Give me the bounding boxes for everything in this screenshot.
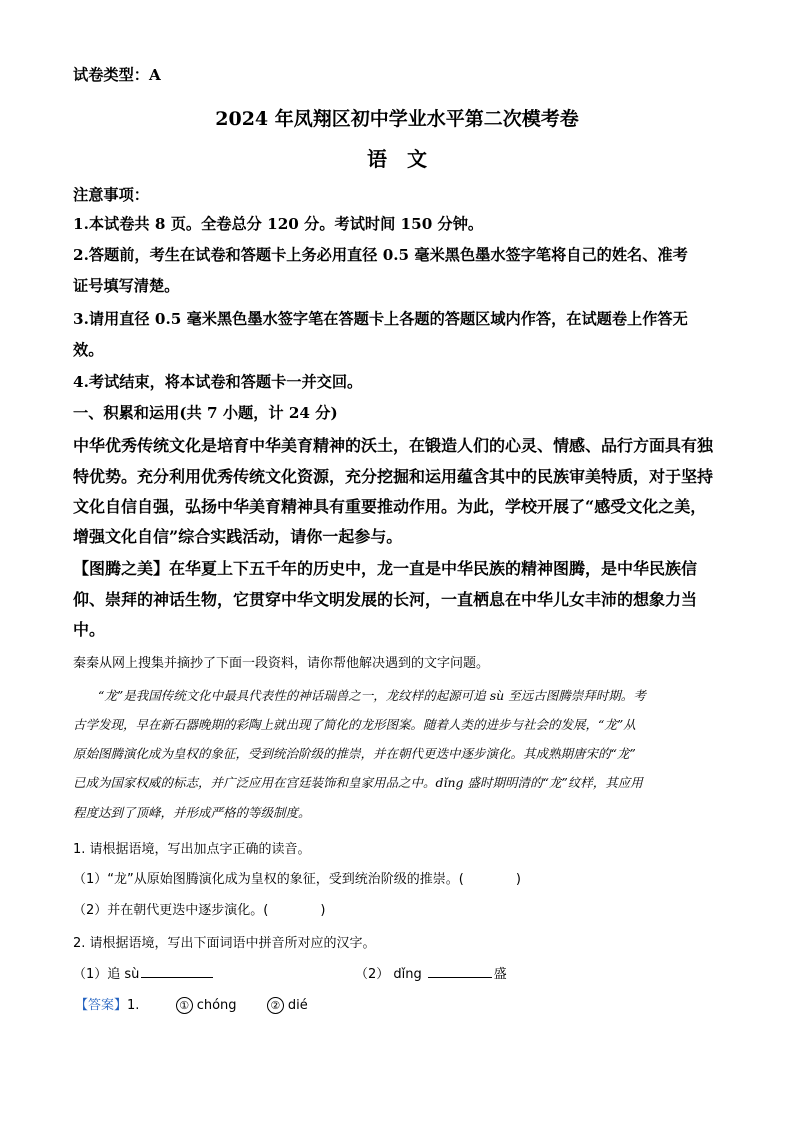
question-1-1 [73,868,521,887]
question-1-1-close: ) [515,872,521,887]
question-2-2 [355,963,507,982]
section-heading: 一、积累和运用(共 7 小题，计 24 分) [73,404,338,422]
question-2-1-text: （1）追 sù [73,967,140,982]
paper-type: 试卷类型：A [73,66,161,84]
totem-line: 中。 [73,620,106,639]
excerpt-line: 原始图腾演化成为皇权的象征，受到统治阶级的推崇，并在朝代更迭中逐步演化。其成熟期唐宋的“龙” [73,746,636,761]
fill-blank [141,963,213,978]
answer-label: 【答案】 [75,998,128,1013]
intro-line: 特优势。充分利用优秀传统文化资源，充分挖掘和运用蕴含其中的民族审美特质，对于坚持 [73,467,714,486]
notes-heading: 注意事项： [73,186,149,204]
excerpt-line: 已成为国家权威的标志，并广泛应用在宫廷装饰和皇家用品之中。dǐng 盛时期明清的“龙”纹样，其应用 [73,775,643,790]
totem-paragraph-first [73,556,697,579]
answer-line [75,994,308,1014]
question-2-1 [73,963,213,982]
intro-line: 文化自信自强，弘扬中华美育精神具有重要推动作用。为此，学校开展了“感受文化之美， [73,497,707,516]
notes-item: 1.本试卷共 8 页。全卷总分 120 分。考试时间 150 分钟。 [73,215,484,233]
circled-number-2: ② [267,997,284,1014]
excerpt-line: “龙”是我国传统文化中最具代表性的神话瑞兽之一，龙纹样的起源可追 sù 至远古图腾崇拜时期。考 [73,688,646,703]
answer-number: 1. [127,998,140,1013]
totem-label: 【图腾之美】 [73,559,170,578]
subject-title: 语 文 [367,147,427,171]
question-1-2-close: ) [320,903,326,918]
question-1-1-text: （1）“龙”从原始图腾演化成为皇权的象征，受到统治阶级的推崇。( [73,872,464,887]
excerpt-line: 程度达到了顶峰，并形成严格的等级制度。 [73,805,311,820]
intro-line: 中华优秀传统文化是培育中华美育精神的沃土，在锻造人们的心灵、情感、品行方面具有独 [73,436,714,455]
question-2-2-text: （2） dǐng [355,967,422,982]
exam-title: 2024 年凤翔区初中学业水平第二次模考卷 [215,108,579,130]
notes-item: 3.请用直径 0.5 毫米黑色墨水签字笔在答题卡上各题的答题区域内作答，在试题卷上作答无 [73,310,688,328]
notes-item: 效。 [73,341,104,359]
question-1-2-text: （2）并在朝代更迭中逐步演化。( [73,903,269,918]
question-1-2 [73,899,325,918]
fill-blank [428,963,492,978]
answer-1: chóng [196,998,237,1013]
answer-2: dié [287,998,308,1013]
intro-line: 增强文化自信”综合实践活动，请你一起参与。 [73,527,403,546]
notes-item: 2.答题前，考生在试卷和答题卡上务必用直径 0.5 毫米黑色墨水签字笔将自己的姓名、准考 [73,246,688,264]
question-1: 1. 请根据语境，写出加点字正确的读音。 [73,842,311,857]
circled-number-1: ① [176,997,193,1014]
totem-text: 在华夏上下五千年的历史中，龙一直是中华民族的精神图腾，是中华民族信 [169,559,698,578]
task-line: 秦秦从网上搜集并摘抄了下面一段资料，请你帮他解决遇到的文字问题。 [73,656,490,671]
notes-item: 证号填写清楚。 [73,277,180,295]
question-2: 2. 请根据语境，写出下面词语中拼音所对应的汉字。 [73,936,376,951]
totem-line: 仰、崇拜的神话生物，它贯穿中华文明发展的长河，一直栖息在中华儿女丰沛的想象力当 [73,590,698,609]
excerpt-line: 古学发现，早在新石器晚期的彩陶上就出现了简化的龙形图案。随着人类的进步与社会的发展，“龙”从 [73,717,636,732]
notes-item: 4.考试结束，将本试卷和答题卡一并交回。 [73,373,363,391]
question-2-2-suffix: 盛 [493,967,507,982]
